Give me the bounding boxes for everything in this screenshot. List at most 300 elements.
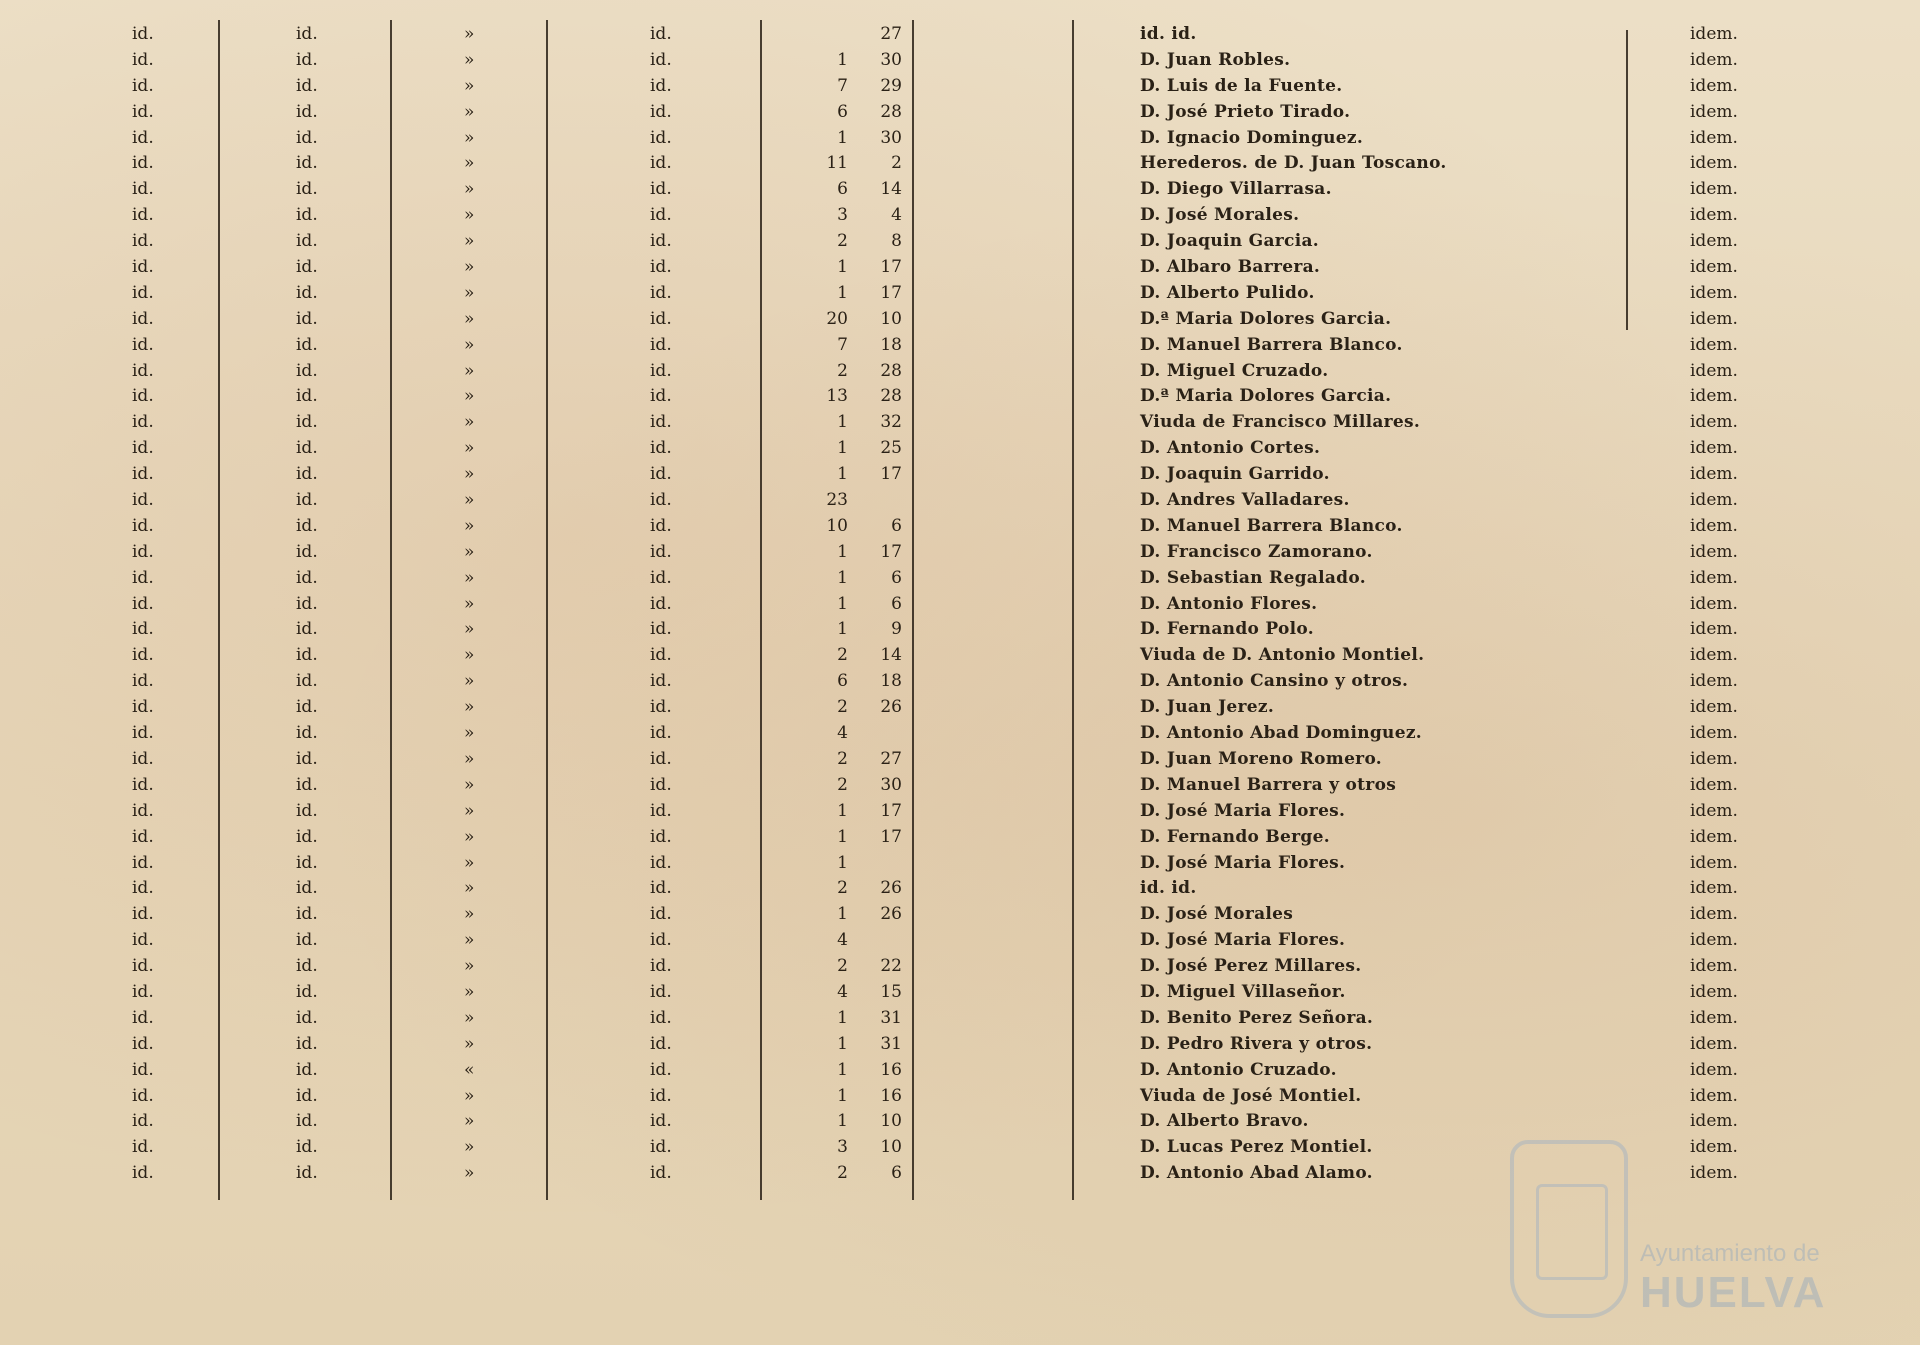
col-6-number: 9 [891,619,902,640]
idem-cell: idem. [1690,386,1738,407]
idem-cell: idem. [1690,748,1738,769]
col-4-cell: id. [650,1033,672,1054]
col-3-mark: » [464,127,475,148]
idem-cell: idem. [1690,490,1738,511]
col-6-number: 8 [891,231,902,252]
idem-cell: idem. [1690,774,1738,795]
col-5-number: 6 [837,671,848,692]
col-5-number: 1 [837,1085,848,1106]
col-3-mark: » [464,774,475,795]
col-2-cell: id. [296,1059,318,1080]
col-4-cell: id. [650,1007,672,1028]
col-4-cell: id. [650,438,672,459]
idem-cell: idem. [1690,1137,1738,1158]
idem-cell: idem. [1690,24,1738,44]
col-1-cell: id. [132,1137,154,1158]
col-2-cell: id. [296,1163,318,1184]
col-1-cell: id. [132,1111,154,1132]
col-2-cell: id. [296,205,318,226]
idem-cell: idem. [1690,567,1738,588]
owner-name: D. Joaquin Garcia. [1140,231,1319,252]
col-5-number: 1 [837,619,848,640]
col-6-number: 17 [880,541,902,562]
idem-cell: idem. [1690,1007,1738,1028]
col-3-mark: » [464,24,475,44]
col-5-number: 2 [837,1163,848,1184]
owner-name: D. Diego Villarrasa. [1140,179,1332,200]
owner-name: D. Joaquin Garrido. [1140,464,1330,485]
idem-cell: idem. [1690,282,1738,303]
col-2-cell: id. [296,334,318,355]
col-2-cell: id. [296,645,318,666]
col-6-number: 6 [891,567,902,588]
col-1-cell: id. [132,386,154,407]
col-5-number: 1 [837,127,848,148]
col-2-cell: id. [296,490,318,511]
watermark-line1: Ayuntamiento de [1640,1240,1820,1267]
col-5-number: 2 [837,645,848,666]
owner-name: D. Manuel Barrera y otros [1140,774,1397,795]
ledger-row [0,540,1920,566]
col-5-number: 6 [837,101,848,122]
col-5-number: 1 [837,593,848,614]
col-1-cell: id. [132,231,154,252]
ledger-row [0,695,1920,721]
col-6-number: 15 [880,981,902,1002]
ledger-row [0,307,1920,333]
col-2-cell: id. [296,1137,318,1158]
col-2-cell: id. [296,438,318,459]
owner-name: D. Lucas Perez Montiel. [1140,1137,1373,1158]
owner-name: D. Alberto Pulido. [1140,282,1315,303]
idem-cell: idem. [1690,1163,1738,1184]
col-5-number: 1 [837,282,848,303]
ledger-row [0,825,1920,851]
idem-cell: idem. [1690,412,1738,433]
col-5-number: 1 [837,257,848,278]
col-4-cell: id. [650,956,672,977]
col-4-cell: id. [650,671,672,692]
col-6-number: 10 [880,1137,902,1158]
col-1-cell: id. [132,75,154,96]
col-2-cell: id. [296,697,318,718]
col-5-number: 1 [837,567,848,588]
col-6-number: 17 [880,800,902,821]
col-6-number: 2 [891,153,902,174]
col-1-cell: id. [132,464,154,485]
idem-cell: idem. [1690,308,1738,329]
col-1-cell: id. [132,308,154,329]
idem-cell: idem. [1690,438,1738,459]
col-6-number: 26 [880,697,902,718]
ledger-row [0,928,1920,954]
col-2-cell: id. [296,1007,318,1028]
col-3-mark: » [464,930,475,951]
ledger-row [0,384,1920,410]
col-2-cell: id. [296,308,318,329]
idem-cell: idem. [1690,593,1738,614]
ledger-row [0,48,1920,74]
col-1-cell: id. [132,515,154,536]
idem-cell: idem. [1690,878,1738,899]
col-3-mark: » [464,515,475,536]
idem-cell: idem. [1690,956,1738,977]
col-1-cell: id. [132,826,154,847]
owner-name: D. Pedro Rivera y otros. [1140,1033,1373,1054]
col-6-number: 31 [880,1007,902,1028]
col-6-number: 32 [880,412,902,433]
col-4-cell: id. [650,541,672,562]
col-1-cell: id. [132,490,154,511]
col-6-number: 26 [880,904,902,925]
col-4-cell: id. [650,697,672,718]
col-5-number: 2 [837,956,848,977]
col-2-cell: id. [296,75,318,96]
owner-name: D. Francisco Zamorano. [1140,541,1373,562]
col-5-number: 2 [837,748,848,769]
col-4-cell: id. [650,981,672,1002]
col-5-number: 1 [837,49,848,70]
owner-name: D.ª Maria Dolores Garcia. [1140,308,1392,329]
col-3-mark: » [464,697,475,718]
idem-cell: idem. [1690,127,1738,148]
col-3-mark: » [464,179,475,200]
col-5-number: 1 [837,464,848,485]
col-3-mark: » [464,1137,475,1158]
col-6-number: 28 [880,360,902,381]
col-4-cell: id. [650,800,672,821]
col-3-mark: « [464,1059,475,1080]
watermark-line2: HUELVA [1640,1268,1827,1317]
col-2-cell: id. [296,282,318,303]
ledger-row [0,851,1920,877]
col-4-cell: id. [650,515,672,536]
col-6-number: 6 [891,515,902,536]
owner-name: D. Manuel Barrera Blanco. [1140,515,1403,536]
owner-name: id. id. [1140,24,1197,44]
col-5-number: 2 [837,878,848,899]
owner-name: D. José Maria Flores. [1140,852,1346,873]
idem-cell: idem. [1690,619,1738,640]
col-4-cell: id. [650,645,672,666]
col-1-cell: id. [132,619,154,640]
col-6-number: 30 [880,774,902,795]
owner-name: D. Albaro Barrera. [1140,257,1321,278]
col-3-mark: » [464,904,475,925]
col-6-number: 28 [880,386,902,407]
col-1-cell: id. [132,1085,154,1106]
col-2-cell: id. [296,748,318,769]
col-1-cell: id. [132,1033,154,1054]
owner-name: Viuda de D. Antonio Montiel. [1140,645,1425,666]
idem-cell: idem. [1690,334,1738,355]
col-3-mark: » [464,464,475,485]
col-3-mark: » [464,386,475,407]
ledger-row [0,462,1920,488]
col-2-cell: id. [296,464,318,485]
owner-name: id. id. [1140,878,1197,899]
col-5-number: 10 [826,515,848,536]
col-4-cell: id. [650,24,672,44]
col-2-cell: id. [296,981,318,1002]
col-1-cell: id. [132,360,154,381]
idem-cell: idem. [1690,49,1738,70]
ledger-table [0,22,1920,1187]
col-1-cell: id. [132,852,154,873]
col-2-cell: id. [296,1085,318,1106]
col-3-mark: » [464,1163,475,1184]
idem-cell: idem. [1690,826,1738,847]
col-2-cell: id. [296,723,318,744]
owner-name: Viuda de José Montiel. [1140,1085,1362,1106]
col-1-cell: id. [132,800,154,821]
idem-cell: idem. [1690,904,1738,925]
col-6-number: 18 [880,334,902,355]
ledger-row [0,514,1920,540]
col-3-mark: » [464,800,475,821]
owner-name: D. Miguel Cruzado. [1140,360,1329,381]
col-4-cell: id. [650,334,672,355]
ledger-row [0,721,1920,747]
col-4-cell: id. [650,205,672,226]
owner-name: D. José Morales [1140,904,1294,925]
col-5-number: 2 [837,697,848,718]
idem-cell: idem. [1690,153,1738,174]
col-1-cell: id. [132,205,154,226]
owner-name: D. Juan Jerez. [1140,697,1275,718]
col-4-cell: id. [650,308,672,329]
col-5-number: 13 [826,386,848,407]
col-4-cell: id. [650,412,672,433]
ledger-row [0,203,1920,229]
col-6-number: 14 [880,179,902,200]
col-1-cell: id. [132,412,154,433]
col-3-mark: » [464,49,475,70]
col-5-number: 4 [837,723,848,744]
col-5-number: 4 [837,930,848,951]
col-1-cell: id. [132,567,154,588]
ledger-row [0,1109,1920,1135]
col-6-number: 10 [880,308,902,329]
ledger-row [0,436,1920,462]
owner-name: D. Alberto Bravo. [1140,1111,1309,1132]
ledger-row [0,177,1920,203]
col-3-mark: » [464,205,475,226]
idem-cell: idem. [1690,464,1738,485]
col-2-cell: id. [296,541,318,562]
col-6-number: 4 [891,205,902,226]
ledger-row [0,643,1920,669]
owner-name: D. Antonio Cruzado. [1140,1059,1337,1080]
col-2-cell: id. [296,412,318,433]
ledger-row [0,902,1920,928]
col-3-mark: » [464,852,475,873]
ledger-row [0,151,1920,177]
ledger-row [0,954,1920,980]
col-2-cell: id. [296,671,318,692]
col-6-number: 30 [880,127,902,148]
idem-cell: idem. [1690,800,1738,821]
col-3-mark: » [464,101,475,122]
idem-cell: idem. [1690,981,1738,1002]
col-5-number: 20 [826,308,848,329]
col-4-cell: id. [650,878,672,899]
col-4-cell: id. [650,723,672,744]
owner-name: D. José Maria Flores. [1140,930,1346,951]
col-4-cell: id. [650,490,672,511]
owner-name: D. Manuel Barrera Blanco. [1140,334,1403,355]
idem-cell: idem. [1690,723,1738,744]
idem-cell: idem. [1690,1059,1738,1080]
col-5-number: 11 [826,153,848,174]
col-1-cell: id. [132,645,154,666]
ledger-row [0,281,1920,307]
col-2-cell: id. [296,930,318,951]
col-6-number: 18 [880,671,902,692]
ledger-row [0,255,1920,281]
col-6-number: 17 [880,464,902,485]
col-2-cell: id. [296,1033,318,1054]
col-4-cell: id. [650,1163,672,1184]
col-1-cell: id. [132,930,154,951]
col-3-mark: » [464,567,475,588]
col-2-cell: id. [296,386,318,407]
col-5-number: 1 [837,1033,848,1054]
col-1-cell: id. [132,438,154,459]
col-4-cell: id. [650,904,672,925]
owner-name: D. Antonio Flores. [1140,593,1318,614]
col-4-cell: id. [650,49,672,70]
col-4-cell: id. [650,1111,672,1132]
ledger-row [0,566,1920,592]
col-5-number: 1 [837,800,848,821]
ledger-row [0,1006,1920,1032]
idem-cell: idem. [1690,75,1738,96]
col-3-mark: » [464,956,475,977]
col-1-cell: id. [132,179,154,200]
col-5-number: 3 [837,205,848,226]
col-5-number: 1 [837,852,848,873]
col-3-mark: » [464,645,475,666]
owner-name: D. Antonio Abad Dominguez. [1140,723,1423,744]
col-6-number: 22 [880,956,902,977]
col-5-number: 3 [837,1137,848,1158]
col-2-cell: id. [296,257,318,278]
idem-cell: idem. [1690,179,1738,200]
col-4-cell: id. [650,930,672,951]
col-6-number: 25 [880,438,902,459]
col-2-cell: id. [296,567,318,588]
owner-name: D. Andres Valladares. [1140,490,1350,511]
col-4-cell: id. [650,826,672,847]
col-4-cell: id. [650,231,672,252]
col-3-mark: » [464,1111,475,1132]
owner-name: D. Fernando Polo. [1140,619,1314,640]
col-3-mark: » [464,153,475,174]
col-3-mark: » [464,541,475,562]
col-2-cell: id. [296,360,318,381]
owner-name: D. Ignacio Dominguez. [1140,127,1364,148]
col-5-number: 4 [837,981,848,1002]
col-2-cell: id. [296,852,318,873]
ledger-row [0,669,1920,695]
col-5-number: 23 [826,490,848,511]
col-5-number: 2 [837,360,848,381]
col-3-mark: » [464,878,475,899]
col-6-number: 6 [891,1163,902,1184]
owner-name: D. Antonio Abad Alamo. [1140,1163,1373,1184]
ledger-row [0,488,1920,514]
owner-name: Herederos. de D. Juan Toscano. [1140,153,1447,174]
col-3-mark: » [464,981,475,1002]
col-5-number: 1 [837,412,848,433]
ledger-row [0,333,1920,359]
col-6-number: 16 [880,1085,902,1106]
col-2-cell: id. [296,101,318,122]
col-4-cell: id. [650,1059,672,1080]
col-3-mark: » [464,1085,475,1106]
col-2-cell: id. [296,904,318,925]
owner-name: D. Juan Moreno Romero. [1140,748,1383,769]
col-1-cell: id. [132,127,154,148]
col-1-cell: id. [132,904,154,925]
col-3-mark: » [464,490,475,511]
idem-cell: idem. [1690,930,1738,951]
col-1-cell: id. [132,49,154,70]
ledger-row [0,410,1920,436]
idem-cell: idem. [1690,231,1738,252]
col-2-cell: id. [296,49,318,70]
col-6-number: 17 [880,257,902,278]
ledger-row [0,747,1920,773]
col-3-mark: » [464,308,475,329]
col-5-number: 1 [837,541,848,562]
idem-cell: idem. [1690,671,1738,692]
col-4-cell: id. [650,464,672,485]
ledger-row [0,229,1920,255]
col-1-cell: id. [132,24,154,44]
owner-name: D. Antonio Cansino y otros. [1140,671,1409,692]
col-6-number: 27 [880,24,902,44]
ledger-row [0,22,1920,48]
col-3-mark: » [464,748,475,769]
owner-name: D. Miguel Villaseñor. [1140,981,1346,1002]
ledger-row [0,980,1920,1006]
ledger-row [0,876,1920,902]
col-3-mark: » [464,231,475,252]
coat-of-arms-inner [1536,1184,1608,1280]
col-3-mark: » [464,75,475,96]
col-3-mark: » [464,1033,475,1054]
col-1-cell: id. [132,1007,154,1028]
owner-name: D. Juan Robles. [1140,49,1291,70]
col-2-cell: id. [296,231,318,252]
col-6-number: 26 [880,878,902,899]
col-1-cell: id. [132,748,154,769]
idem-cell: idem. [1690,515,1738,536]
col-4-cell: id. [650,386,672,407]
idem-cell: idem. [1690,1033,1738,1054]
col-1-cell: id. [132,723,154,744]
col-5-number: 7 [837,75,848,96]
idem-cell: idem. [1690,541,1738,562]
ledger-row [0,1084,1920,1110]
idem-cell: idem. [1690,1111,1738,1132]
col-3-mark: » [464,282,475,303]
col-4-cell: id. [650,257,672,278]
ledger-row [0,617,1920,643]
col-1-cell: id. [132,282,154,303]
